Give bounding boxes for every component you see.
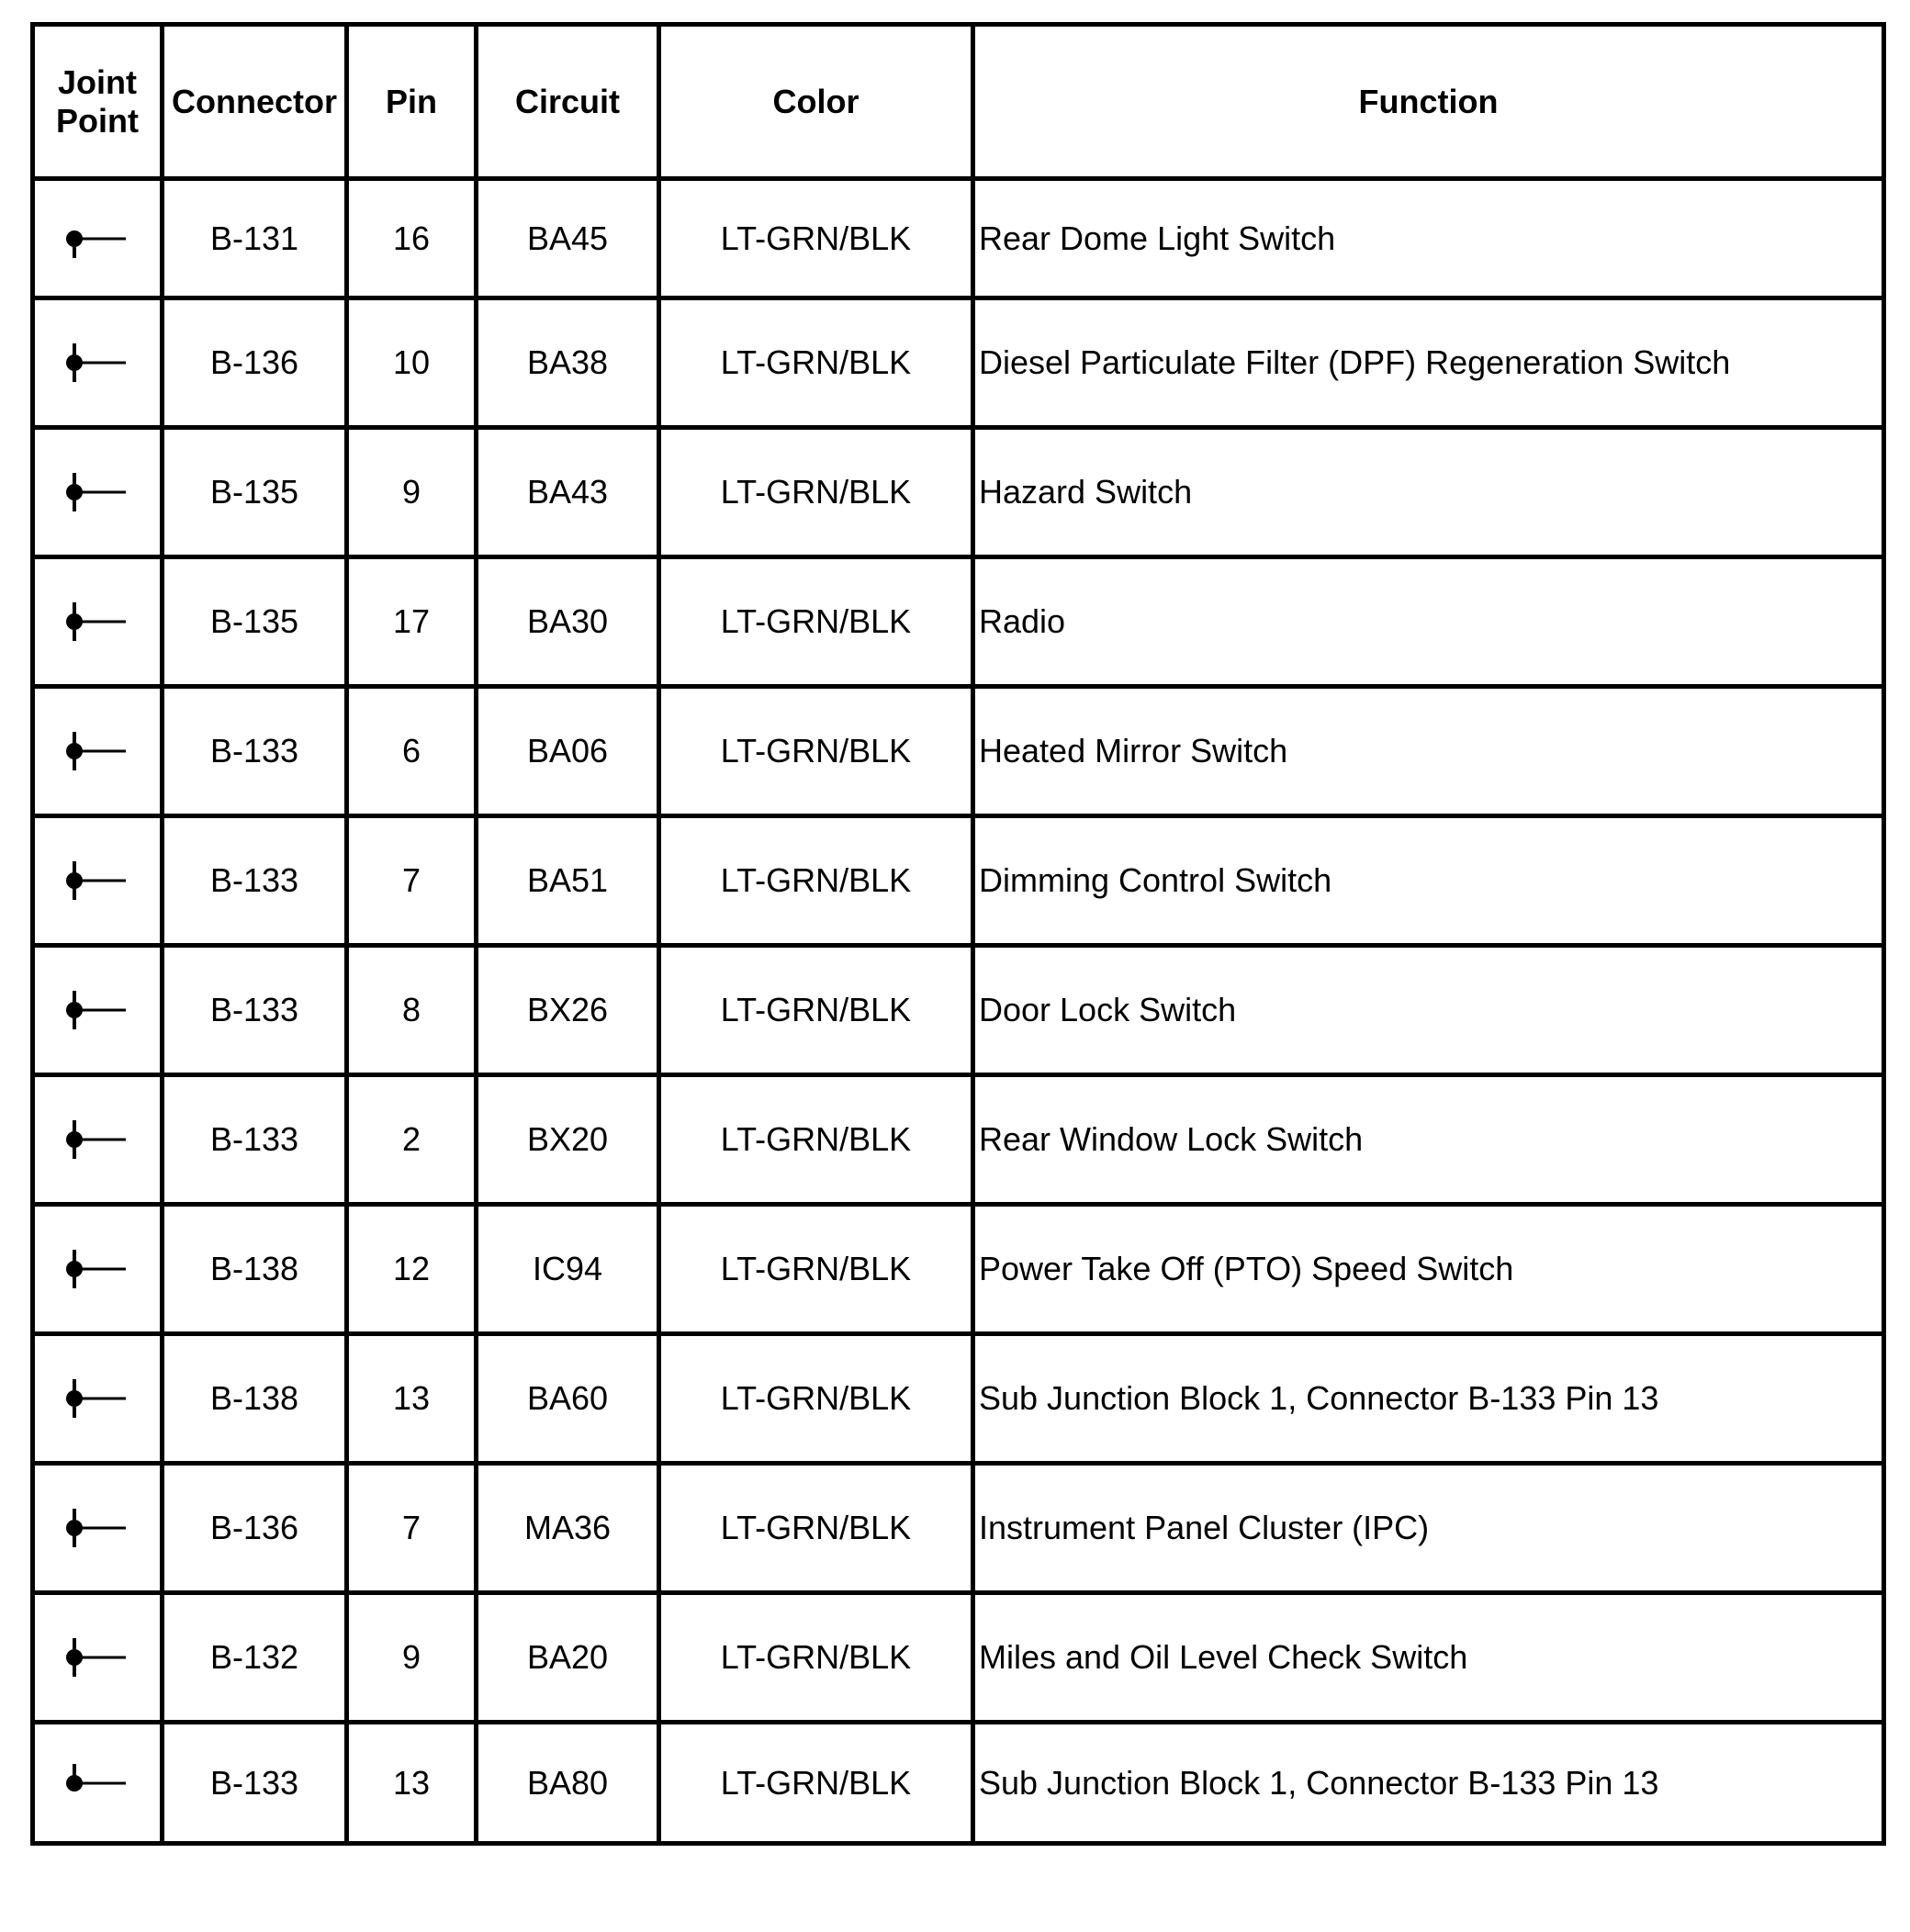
connector-cell: B-135 (163, 557, 347, 687)
joint-point-cell (33, 1464, 163, 1593)
pin-cell: 7 (347, 816, 477, 946)
pin-cell: 9 (347, 428, 477, 557)
header-pin-label: Pin (385, 82, 437, 120)
function-cell: Sub Junction Block 1, Connector B-133 Pin 13 (973, 1334, 1884, 1464)
table-row (33, 1205, 1884, 1334)
table-body (33, 179, 1884, 1844)
circuit-cell: MA36 (477, 1464, 659, 1593)
header-connector-label: Connector (172, 82, 337, 120)
color-cell: LT-GRN/BLK (659, 1334, 973, 1464)
joint-point-cell (33, 946, 163, 1075)
circuit-cell: BX20 (477, 1075, 659, 1205)
joint-point-cell (33, 816, 163, 946)
header-function (973, 25, 1884, 179)
connector-cell: B-133 (163, 687, 347, 816)
joint-point-icon (65, 1505, 129, 1551)
circuit-cell: BA06 (477, 687, 659, 816)
function-cell: Diesel Particulate Filter (DPF) Regeneration Switch (973, 298, 1884, 428)
table-row (33, 1464, 1884, 1593)
function-cell: Heated Mirror Switch (973, 687, 1884, 816)
table-row (33, 298, 1884, 428)
table-row (33, 1723, 1884, 1844)
function-cell: Door Lock Switch (973, 946, 1884, 1075)
joint-point-cell (33, 1205, 163, 1334)
table-row (33, 816, 1884, 946)
function-cell: Instrument Panel Cluster (IPC) (973, 1464, 1884, 1593)
connector-cell: B-136 (163, 298, 347, 428)
color-cell: LT-GRN/BLK (659, 1723, 973, 1844)
joint-point-cell (33, 557, 163, 687)
header-pin (347, 25, 477, 179)
joint-point-icon (65, 1246, 129, 1292)
circuit-cell: BA45 (477, 179, 659, 298)
circuit-cell: BA30 (477, 557, 659, 687)
table-row (33, 687, 1884, 816)
joint-point-cell (33, 1593, 163, 1723)
function-cell: Sub Junction Block 1, Connector B-133 Pin 13 (973, 1723, 1884, 1844)
header-joint-point (33, 25, 163, 179)
connector-cell: B-133 (163, 816, 347, 946)
joint-connector-table (30, 22, 1886, 1846)
pin-cell: 7 (347, 1464, 477, 1593)
circuit-cell: BA51 (477, 816, 659, 946)
circuit-cell: BA80 (477, 1723, 659, 1844)
pin-cell: 17 (347, 557, 477, 687)
color-cell: LT-GRN/BLK (659, 1593, 973, 1723)
pin-cell: 10 (347, 298, 477, 428)
function-cell: Radio (973, 557, 1884, 687)
joint-point-icon (65, 728, 129, 774)
joint-point-icon (65, 987, 129, 1033)
circuit-cell: BA43 (477, 428, 659, 557)
table-row (33, 1593, 1884, 1723)
header-color-label: Color (772, 82, 860, 120)
color-cell: LT-GRN/BLK (659, 946, 973, 1075)
pin-cell: 8 (347, 946, 477, 1075)
connector-cell: B-133 (163, 946, 347, 1075)
header-circuit (477, 25, 659, 179)
joint-point-cell (33, 298, 163, 428)
connector-cell: B-136 (163, 1464, 347, 1593)
joint-point-icon (65, 1634, 129, 1680)
circuit-cell: BA20 (477, 1593, 659, 1723)
header-function-label: Function (1358, 82, 1499, 120)
color-cell: LT-GRN/BLK (659, 557, 973, 687)
connector-cell: B-135 (163, 428, 347, 557)
pin-cell: 16 (347, 179, 477, 298)
joint-point-icon (65, 216, 129, 262)
pin-cell: 12 (347, 1205, 477, 1334)
header-color (659, 25, 973, 179)
pin-cell: 9 (347, 1593, 477, 1723)
color-cell: LT-GRN/BLK (659, 1205, 973, 1334)
table-row (33, 428, 1884, 557)
color-cell: LT-GRN/BLK (659, 816, 973, 946)
connector-cell: B-138 (163, 1334, 347, 1464)
connector-cell: B-132 (163, 1593, 347, 1723)
color-cell: LT-GRN/BLK (659, 298, 973, 428)
joint-point-cell (33, 1075, 163, 1205)
header-row (33, 25, 1884, 179)
joint-point-icon (65, 1376, 129, 1421)
pin-cell: 13 (347, 1723, 477, 1844)
color-cell: LT-GRN/BLK (659, 428, 973, 557)
joint-point-icon (65, 599, 129, 645)
table-row (33, 557, 1884, 687)
pin-cell: 6 (347, 687, 477, 816)
joint-point-icon (65, 1760, 129, 1806)
circuit-cell: BA38 (477, 298, 659, 428)
pin-cell: 2 (347, 1075, 477, 1205)
color-cell: LT-GRN/BLK (659, 1075, 973, 1205)
function-cell: Rear Dome Light Switch (973, 179, 1884, 298)
circuit-cell: IC94 (477, 1205, 659, 1334)
function-cell: Miles and Oil Level Check Switch (973, 1593, 1884, 1723)
table-row (33, 1075, 1884, 1205)
color-cell: LT-GRN/BLK (659, 1464, 973, 1593)
color-cell: LT-GRN/BLK (659, 687, 973, 816)
connector-cell: B-138 (163, 1205, 347, 1334)
pin-cell: 13 (347, 1334, 477, 1464)
connector-cell: B-133 (163, 1075, 347, 1205)
joint-point-cell (33, 687, 163, 816)
joint-point-cell (33, 179, 163, 298)
table-row (33, 1334, 1884, 1464)
function-cell: Power Take Off (PTO) Speed Switch (973, 1205, 1884, 1334)
function-cell: Rear Window Lock Switch (973, 1075, 1884, 1205)
connector-cell: B-133 (163, 1723, 347, 1844)
circuit-cell: BX26 (477, 946, 659, 1075)
circuit-cell: BA60 (477, 1334, 659, 1464)
color-cell: LT-GRN/BLK (659, 179, 973, 298)
function-cell: Hazard Switch (973, 428, 1884, 557)
joint-point-icon (65, 1117, 129, 1163)
joint-point-icon (65, 340, 129, 386)
table-row (33, 179, 1884, 298)
joint-point-icon (65, 469, 129, 515)
table-row (33, 946, 1884, 1075)
header-connector (163, 25, 347, 179)
joint-point-cell (33, 428, 163, 557)
header-joint-point-label: Joint Point (56, 62, 139, 140)
joint-point-cell (33, 1334, 163, 1464)
function-cell: Dimming Control Switch (973, 816, 1884, 946)
header-circuit-label: Circuit (514, 82, 620, 120)
joint-point-icon (65, 858, 129, 904)
joint-point-cell (33, 1723, 163, 1844)
connector-cell: B-131 (163, 179, 347, 298)
